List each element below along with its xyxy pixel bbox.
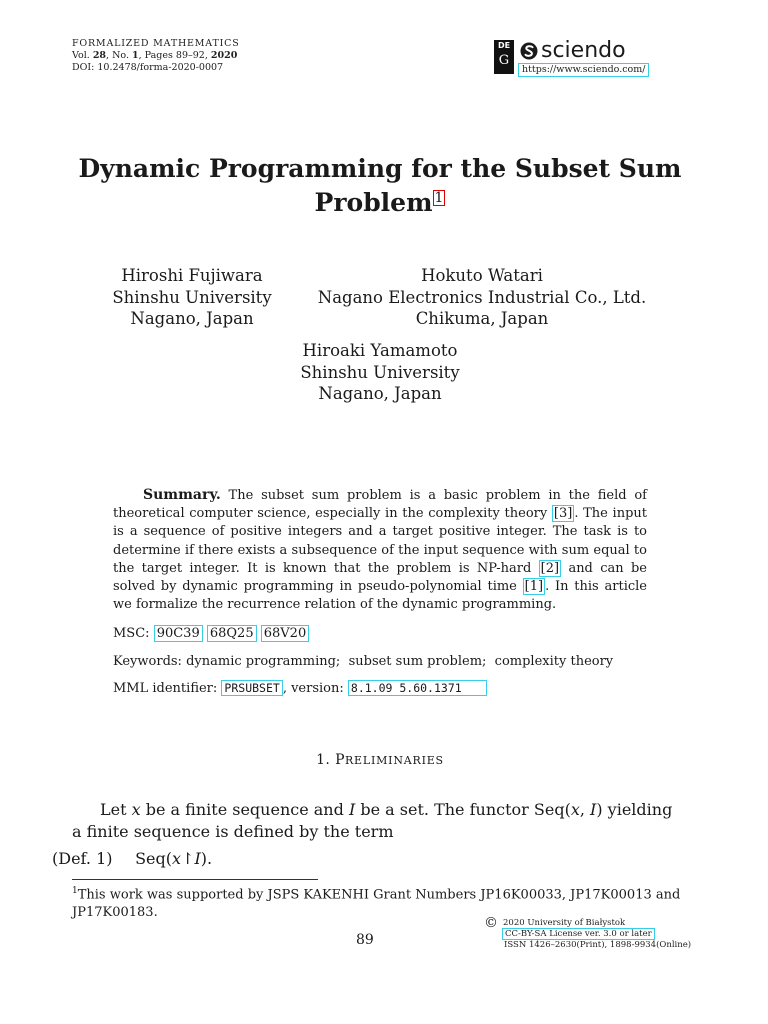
definition-1 xyxy=(52,849,212,869)
author-name: Hiroshi Fujiwara xyxy=(121,266,263,285)
body-paragraph: Let x be a finite sequence and I be a set. The functor Seq(x, I) yielding a finite sequence is defined by the term xyxy=(72,800,673,841)
copyright-icon: © xyxy=(484,915,498,931)
definition-label: (Def. 1) xyxy=(52,849,113,868)
mml-version-link[interactable]: 8.1.09 5.60.1371 xyxy=(348,680,487,696)
footnote-text: This work was supported by JSPS KAKENHI Grant Numbers JP16K00033, JP17K00013 and JP17K00183. xyxy=(72,887,681,921)
sciendo-logo xyxy=(520,38,626,63)
summary-label: Summary. xyxy=(143,487,221,503)
title-footnote-link[interactable]: 1 xyxy=(434,190,444,206)
license-link[interactable]: CC-BY-SA License ver. 3.0 or later xyxy=(502,928,655,940)
author-block xyxy=(92,265,292,330)
journal-volume: 28 xyxy=(92,50,107,61)
author-name: Hiroaki Yamamoto xyxy=(302,341,458,360)
author-location: Nagano, Japan xyxy=(318,384,442,403)
journal-issue: Vol. 28, No. 1, Pages 89–92, 2020 xyxy=(72,50,238,61)
keywords-label: Keywords: xyxy=(113,654,182,669)
journal-header xyxy=(72,38,240,74)
page-number: 89 xyxy=(356,932,374,948)
mml-line: MML identifier: PRSUBSET , version: 8.1.09 5.60.1371 xyxy=(113,680,487,697)
msc-code-link[interactable]: 68V20 xyxy=(261,625,309,642)
msc-line xyxy=(113,626,309,642)
author-affiliation: Shinshu University xyxy=(300,362,460,382)
author-location: Nagano, Japan xyxy=(130,309,254,328)
author-block xyxy=(280,340,480,405)
section-title: PRELIMINARIES xyxy=(335,752,444,768)
degruyter-logo: DE G xyxy=(494,40,514,74)
copyright-holder: 2020 University of Białystok xyxy=(503,918,626,928)
section-heading xyxy=(0,752,760,768)
issn: ISSN 1426–2630(Print), 1898-9934(Online) xyxy=(504,940,692,950)
sciendo-url-link[interactable]: https://www.sciendo.com/ xyxy=(518,63,649,77)
citation-link[interactable]: [3] xyxy=(553,506,573,522)
copyright-block xyxy=(484,915,692,951)
msc-label: MSC: xyxy=(113,626,150,641)
citation-link[interactable]: [1] xyxy=(524,579,544,595)
title-line-1: Dynamic Programming for the Subset Sum xyxy=(78,154,682,183)
citation-link[interactable]: [2] xyxy=(540,560,560,576)
author-block xyxy=(296,265,668,330)
author-name: Hokuto Watari xyxy=(421,266,543,285)
msc-code-link[interactable]: 68Q25 xyxy=(207,625,257,642)
author-location: Chikuma, Japan xyxy=(415,309,549,328)
journal-name: FORMALIZED MATHEMATICS xyxy=(72,38,240,49)
footnote-rule xyxy=(72,879,318,880)
journal-number: 1 xyxy=(132,50,139,61)
sciendo-s-icon xyxy=(520,41,538,61)
definition-term: Seq(x↾I). xyxy=(135,849,213,868)
journal-year: 2020 xyxy=(210,50,238,61)
section-number: 1. xyxy=(316,752,331,768)
keywords-text: dynamic programming; subset sum problem; complexity theory xyxy=(186,654,614,669)
summary-paragraph: Summary. The subset sum problem is a basic problem in the field of theoretical computer science, especially in the complexity theory [3] . The input is a sequence of positive integers and a target positive integer. The task is to determine if there exists a subsequence of the input sequence with sum equal to the target integer. It is known that the problem is NP-hard [2] and can be solved by dynamic programming in pseudo-polynomial time [1] . In this article we formalize the recurrence relation of the dynamic programming. xyxy=(113,487,647,613)
title-line-2: Problem 1 xyxy=(314,188,444,217)
paper-title xyxy=(40,152,720,220)
msc-code-link[interactable]: 90C39 xyxy=(154,625,203,642)
sciendo-wordmark: sciendo xyxy=(541,38,626,63)
footnote xyxy=(72,882,700,922)
footnote-mark: 1 xyxy=(72,886,78,896)
mml-identifier-link[interactable]: PRSUBSET xyxy=(221,680,282,696)
author-affiliation: Nagano Electronics Industrial Co., Ltd. xyxy=(317,287,647,307)
author-affiliation: Shinshu University xyxy=(112,287,272,307)
mml-label: MML identifier: xyxy=(113,681,218,696)
keywords-line xyxy=(113,654,613,670)
journal-doi: DOI: 10.2478/forma-2020-0007 xyxy=(72,62,224,73)
